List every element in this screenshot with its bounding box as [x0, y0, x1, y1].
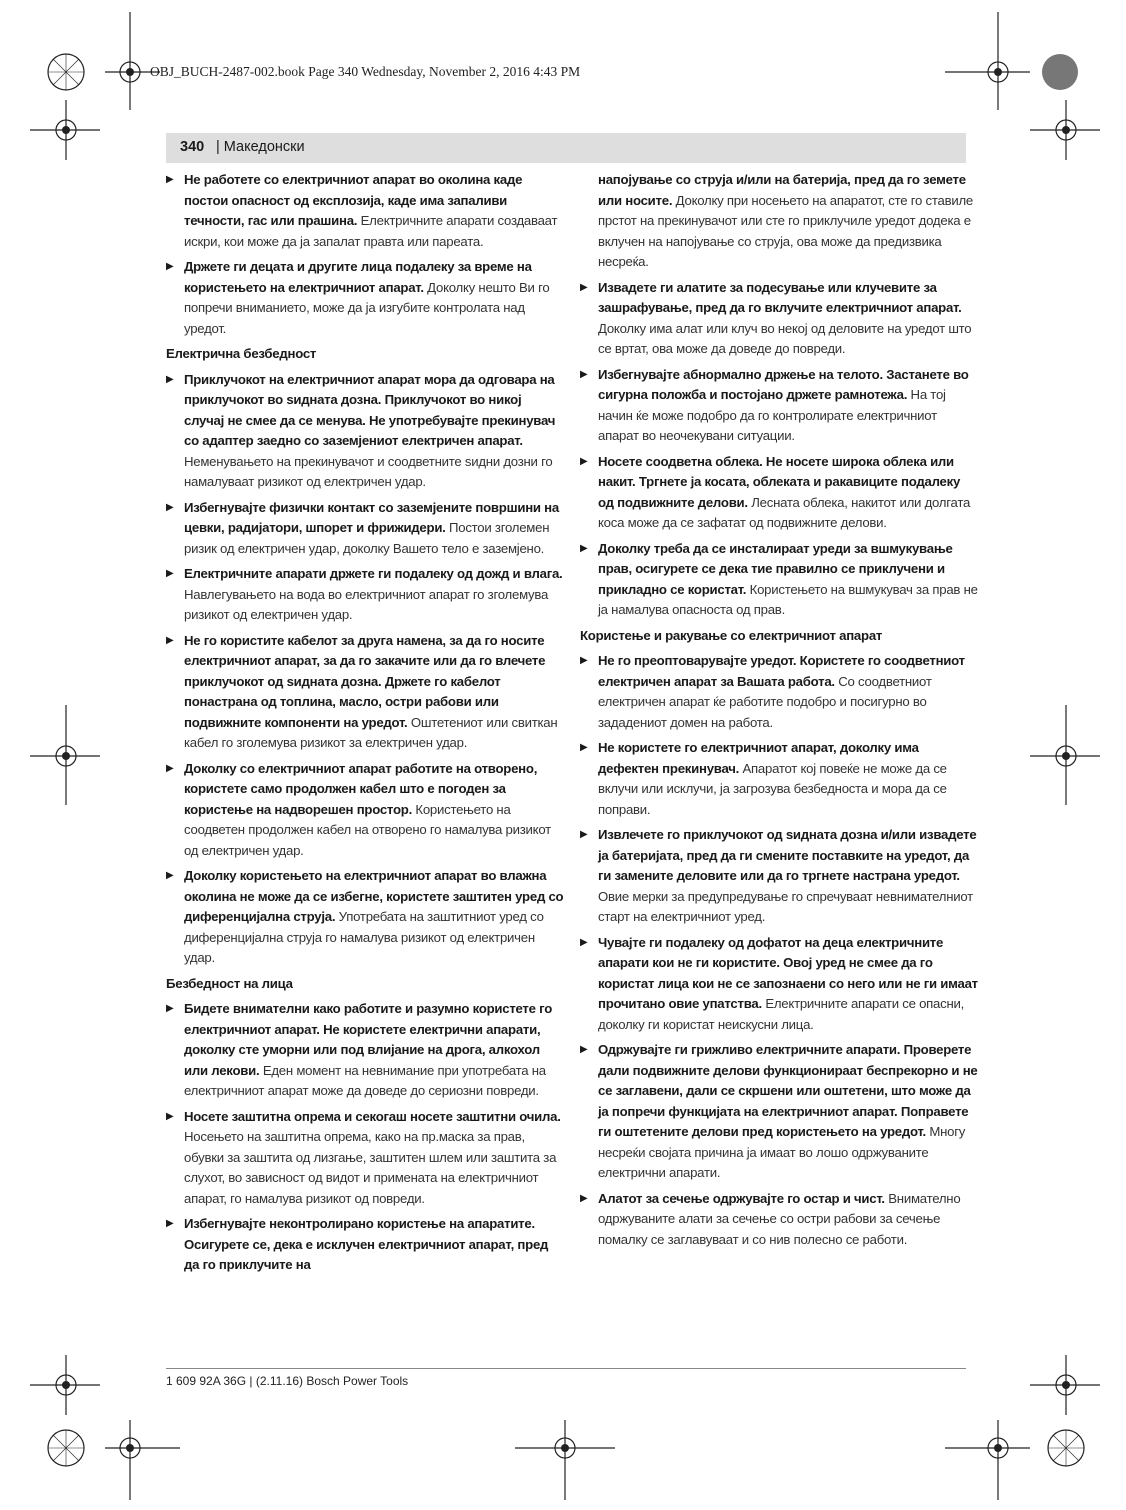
item-bold-text: Чувајте ги подалеку од дофатот на деца електричните апарати кои не ги користите. Овој уред не смее да го користат лица кои не се запознаени со него или не ги имаат прочитано овие упатства. [598, 934, 978, 1011]
item-text: На тој начин ќе може подобро да го контролирате електричниот апарат во неочекувани ситуации. [598, 387, 946, 443]
bullet-arrow-icon: ▶ [166, 1003, 174, 1014]
bullet-arrow-icon: ▶ [166, 870, 174, 881]
right-column [580, 170, 978, 1255]
bullet-arrow-icon: ▶ [580, 368, 588, 380]
bullet-arrow-icon: ▶ [166, 634, 174, 646]
bullet-arrow-icon: ▶ [580, 936, 588, 948]
page-header [166, 133, 966, 163]
item-text: Внимателно одржуваните алати за сечење со остри рабови за сечење помалку се заглавуваат и со нив полесно се работи. [598, 1190, 961, 1247]
bullet-arrow-icon: ▶ [166, 501, 174, 513]
item-bold-text: Алатот за сечење одржувајте го остар и чист. [598, 1190, 885, 1206]
bullet-arrow-icon: ▶ [166, 1218, 174, 1229]
item-bold-text: Не користете го електричниот апарат, доколку има дефектен прекинувач. [598, 740, 919, 776]
item-bold-text: Држете ги децата и другите лица подалеку за време на користењето на електричниот апарат. [184, 259, 532, 295]
item-bold-text: Извадете ги алатите за подесување или клучевите за зашрафување, пред да го вклучите електричниот апарат. [598, 279, 962, 315]
item-bold-text: Одржувајте ги грижливо електричните апарати. Проверете дали подвижните делови функционираат беспрекорно и не се заглавени, дали се скршени или оштетени, што може да ја попречи функцијата на електричниот апарат. Поправете ги оштетените делови пред користењето на уредот. [598, 1042, 978, 1139]
section-heading: Користење и ракување со електричниот апарат [580, 627, 883, 643]
item-text: Електричните апарати се опасни, доколку ги користат неискусни лица. [598, 996, 965, 1032]
list-item [580, 651, 978, 733]
item-bold-text: Не работете со електричниот апарат во околина каде постои опасност од експлозија, каде има запаливи течности, гас или прашина. [184, 172, 523, 228]
list-item [580, 365, 978, 447]
list-item [580, 738, 978, 820]
item-text: Доколку има алат или клуч во некој од деловите на уредот што се вртат, ова може да доведе до повреди. [598, 320, 972, 356]
list-item [166, 170, 564, 252]
list-item [580, 278, 978, 360]
bullet-arrow-icon: ▶ [166, 1110, 174, 1122]
item-text: Користењето на соодветен продолжен кабел на отворено го намалува ризикот од електричен удар. [184, 801, 551, 858]
list-item [166, 631, 564, 754]
list-item [580, 825, 978, 928]
list-item [580, 1189, 978, 1251]
item-bold-text: Избегнувајте физички контакт со заземјените површини на цевки, радијатори, шпорет и фрижидери. [184, 499, 559, 535]
bullet-arrow-icon: ▶ [580, 1192, 588, 1204]
item-text: Постои зголемен ризик од електричен удар, доколку Вашето тело е заземјено. [184, 520, 550, 556]
item-text: Користењето на вшмукувач за прав не ја намалува опасноста од прав. [598, 581, 978, 617]
item-text: Многу несреќи својата причина ја имаат во лошо одржуваните електрични апарати. [598, 1124, 966, 1180]
item-text: Овие мерки за предупредување го спречуваат невнимателниот старт на електричниот уред. [598, 888, 973, 924]
item-text: Доколку нешто Ви го попречи вниманието, може да ја изгубите контролата над уредот. [184, 279, 550, 336]
item-text: Електричните апарати создаваат искри, кои може да ја запалат правта или пареата. [184, 213, 558, 249]
item-bold-text: Приклучокот на електричниот апарат мора да одговара на приклучокот во ѕидната дозна. Приклучокот во никој случај не смее да се менува. Не употребувајте прекинувач со адаптер заедно со заземјениот електричен апарат. [184, 371, 556, 448]
item-bold-text: напојување со струја и/или на батерија, пред да го земете или носите. [598, 172, 966, 208]
item-bold-text: Избегнувајте абнормално држење на телото. Застанете во сигурна положба и постојано држете рамнотежа. [598, 366, 969, 402]
bullet-arrow-icon: ▶ [166, 174, 174, 185]
list-item [166, 866, 564, 969]
item-bold-text: Електричните апарати држете ги подалеку од дожд и влага. [184, 566, 563, 581]
bullet-arrow-icon: ▶ [166, 261, 174, 272]
item-bold-text: Носете соодветна облека. Не носете широка облека или накит. Тргнете ја косата, облеката и ракавиците подалеку од подвижните делови. [598, 453, 961, 510]
item-text: Носењето на заштитна опрема, како на пр.маска за прав, обувки за заштита од лизгање, заштитен шлем или заштита за слухот, во зависност од видот и примената на електричниот апарат, го намалува ризикот од повреди. [184, 1129, 557, 1206]
list-item [580, 539, 978, 621]
item-bold-text: Бидете внимателни како работите и разумно користете го електричниот апарат. Не користете електрични апарати, доколку сте уморни или под влијание на дрога, алкохол или лекови. [184, 1001, 553, 1078]
section-heading: Електрична безбедност [166, 346, 317, 361]
section-heading: Безбедност на лица [166, 975, 293, 991]
list-item [166, 1107, 564, 1210]
bullet-arrow-icon: ▶ [166, 762, 174, 774]
gray-rosette-icon [1042, 54, 1078, 90]
left-column [166, 170, 564, 1281]
bullet-arrow-icon: ▶ [580, 829, 588, 840]
bullet-arrow-icon: ▶ [166, 373, 174, 385]
item-text: Употребата на заштитниот уред со диференцијална струја го намалува ризикот од електричен удар. [184, 909, 544, 965]
list-item [580, 1040, 978, 1184]
list-item [166, 564, 564, 626]
list-item [166, 257, 564, 339]
item-text: Еден момент на невнимание при употребата на електричниот апарат може да доведе до сериозни повреди. [184, 1062, 546, 1098]
item-text: Со соодветниот електричен апарат ќе работите подобро и посигурно во зададениот домен на работа. [598, 673, 932, 730]
bullet-arrow-icon: ▶ [580, 1044, 588, 1055]
bullet-arrow-icon: ▶ [580, 655, 588, 666]
item-bold-text: Не го користите кабелот за друга намена, за да го носите електричниот апарат, за да го закачите или да го влечете приклучокот од ѕидната дозна. Држете го кабелот понастрана од топлина, масло, остри рабови или подвижните компоненти на уредот. [184, 632, 546, 730]
bullet-arrow-icon: ▶ [580, 455, 588, 467]
item-bold-text: Извлечете го приклучокот од ѕидната дозна и/или извадете ја батеријата, пред да ги смените поставките на уредот, да ги замените деловите или да го тргнете настрана уредот. [598, 827, 977, 883]
item-bold-text: Доколку користењето на електричниот апарат во влажна околина не може да се избегне, користете заштитен уред со диференцијална струја. [184, 868, 564, 924]
print-info-line: OBJ_BUCH-2487-002.book Page 340 Wednesday, November 2, 2016 4:43 PM [150, 64, 581, 79]
item-text: Оштетениот или свиткан кабел го зголемува ризикот за електричен удар. [184, 714, 558, 750]
list-item-continued [580, 170, 978, 273]
page-number: 340 [180, 139, 205, 155]
item-text: Доколку при носењето на апаратот, сте го ставиле прстот на прекинувачот или сте го приклучиле уредот додека е вклучен на напојување со струја, ова може да предизвика несреќа. [598, 192, 973, 269]
list-item [166, 498, 564, 560]
list-item [166, 999, 564, 1102]
item-bold-text: Доколку треба да се инсталираат уреди за вшмукување прав, осигурете се дека тие правилно се приклучени и прикладно се користат. [598, 540, 953, 597]
list-item [166, 759, 564, 862]
item-bold-text: Доколку со електричниот апарат работите на отворено, користете само продолжен кабел што е погоден за користење на надворешен простор. [184, 760, 538, 817]
footer-divider [166, 1368, 966, 1369]
item-bold-text: Избегнувајте неконтролирано користење на апаратите. Осигурете се, дека е исклучен електричниот апарат, пред да го приклучите на [184, 1216, 549, 1272]
bullet-arrow-icon: ▶ [580, 281, 588, 293]
bullet-arrow-icon: ▶ [166, 568, 174, 579]
item-bold-text: Носете заштитна опрема и секогаш носете заштитни очила. [184, 1108, 561, 1124]
item-text: Навлегувањето на вода во електричниот апарат го зголемува ризикот од електричен удар. [184, 586, 549, 622]
item-text: Апаратот кој повеќе не може да се вклучи или исклучи, ја загрозува безбедноста и мора да се поправи. [598, 760, 947, 817]
item-text: Неменувањето на прекинувачот и соодветните ѕидни дозни го намалуваат ризикот од електричен удар. [184, 453, 553, 489]
list-item [580, 452, 978, 534]
list-item [166, 1214, 564, 1276]
header-language: | Македонски [216, 139, 305, 155]
item-text: Лесната облека, накитот или долгата коса може да се зафатат од подвижните делови. [598, 494, 971, 530]
list-item [580, 933, 978, 1036]
bullet-arrow-icon: ▶ [580, 542, 588, 554]
item-bold-text: Не го преоптоварувајте уредот. Користете го соодветниот електричен апарат за Вашата работа. [598, 653, 965, 689]
page-footer: 1 609 92A 36G | (2.11.16) Bosch Power Tools [166, 1374, 409, 1388]
list-item [166, 370, 564, 493]
bullet-arrow-icon: ▶ [580, 742, 588, 753]
